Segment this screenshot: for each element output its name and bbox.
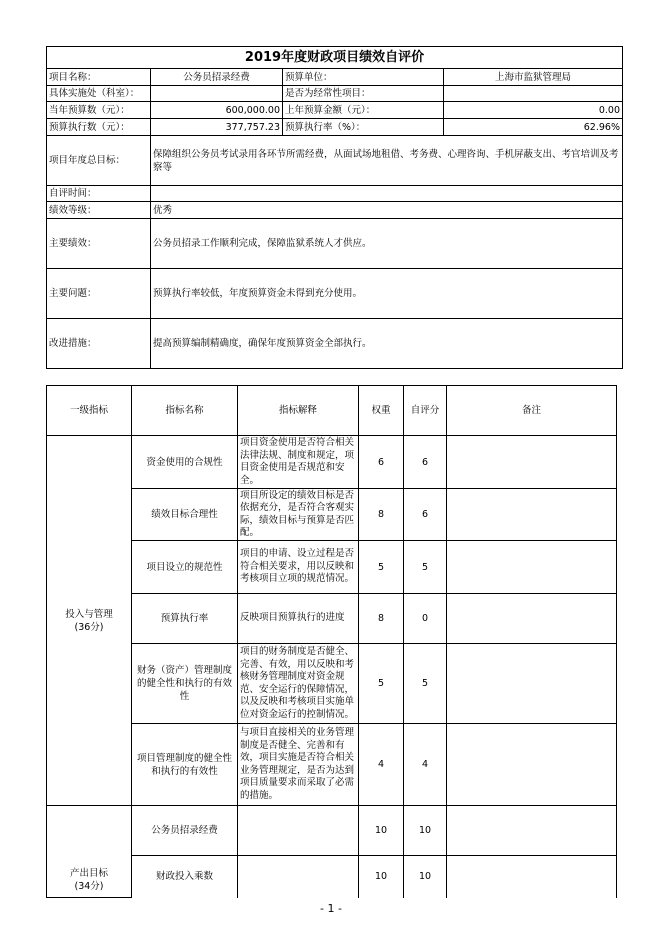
indicator-explanation: 项目的申请、设立过程是否符合相关要求，用以反映和考核项目立项的规范情况。 [238, 541, 359, 594]
executed: 377,757.23 [151, 119, 283, 136]
indicator-table [46, 385, 617, 898]
note [447, 856, 617, 898]
label: 绩效等级： [47, 202, 151, 219]
main-performance: 公务员招录工作顺利完成，保障监狱系统人才供应。 [151, 219, 623, 269]
header: 自评分 [404, 386, 447, 436]
indicator-explanation: 项目资金使用是否符合相关法律法规、制度和规定，项目资金使用是否规范和安全。 [238, 436, 359, 489]
label: 预算执行率（%）： [283, 119, 444, 136]
label: 项目年度总目标： [47, 136, 151, 186]
weight: 5 [359, 644, 404, 724]
dept [151, 86, 283, 102]
weight: 10 [359, 856, 404, 898]
self-score: 6 [404, 489, 447, 541]
annual-goal: 保障组织公务员考试录用各环节所需经费，从面试场地租借、考务费、心理咨询、手机屏蔽支出、考官培训及考察等 [151, 136, 623, 186]
note [447, 806, 617, 856]
header: 权重 [359, 386, 404, 436]
header: 指标名称 [132, 386, 238, 436]
note [447, 436, 617, 489]
level1-indicator: 投入与管理 (36分) [47, 436, 132, 806]
indicator-explanation: 反映项目预算执行的进度 [238, 594, 359, 644]
self-score: 6 [404, 436, 447, 489]
page-number: - 1 - [320, 902, 342, 915]
self-score: 10 [404, 856, 447, 898]
indicator-name: 绩效目标合理性 [132, 489, 238, 541]
last-budget: 0.00 [444, 102, 623, 119]
label: 当年预算数（元）： [47, 102, 151, 119]
indicator-name: 预算执行率 [132, 594, 238, 644]
note [447, 644, 617, 724]
table-row [47, 436, 617, 489]
label: 预算执行数（元）： [47, 119, 151, 136]
table-row [47, 541, 617, 594]
weight: 8 [359, 489, 404, 541]
indicator-explanation [238, 856, 359, 898]
note [447, 594, 617, 644]
budget: 600,000.00 [151, 102, 283, 119]
indicator-name: 公务员招录经费 [132, 806, 238, 856]
note [447, 724, 617, 806]
self-score: 5 [404, 541, 447, 594]
weight: 8 [359, 594, 404, 644]
indicator-name: 项目设立的规范性 [132, 541, 238, 594]
budget-unit: 上海市监狱管理局 [444, 69, 623, 86]
indicator-explanation: 与项目直接相关的业务管理制度是否健全、完善和有效，项目实施是否符合相关业务管理规定，是否为达到项目质量要求而采取了必需的措施。 [238, 724, 359, 806]
header: 一级指标 [47, 386, 132, 436]
label: 改进措施： [47, 319, 151, 369]
table-row [47, 856, 617, 898]
note [447, 541, 617, 594]
weight: 6 [359, 436, 404, 489]
weight: 4 [359, 724, 404, 806]
exec-rate: 62.96% [444, 119, 623, 136]
label: 项目名称： [47, 69, 151, 86]
table-row [47, 594, 617, 644]
indicator-explanation [238, 806, 359, 856]
regular [444, 86, 623, 102]
weight: 5 [359, 541, 404, 594]
label: 主要问题： [47, 269, 151, 319]
indicator-explanation: 项目的财务制度是否健全、完善、有效，用以反映和考核财务管理制度对资金规范、安全运行的保障情况，以及反映和考核项目实施单位对资金运行的控制情况。 [238, 644, 359, 724]
weight: 10 [359, 806, 404, 856]
indicator-name: 资金使用的合规性 [132, 436, 238, 489]
main-problem: 预算执行率较低，年度预算资金未得到充分使用。 [151, 269, 623, 319]
project-name: 公务员招录经费 [151, 69, 283, 86]
table-row [47, 724, 617, 806]
indicator-name: 财政投入乘数 [132, 856, 238, 898]
page-title: 2019年度财政项目绩效自评价 [47, 47, 623, 69]
label: 自评时间： [47, 186, 151, 202]
label: 具体实施处（科室）： [47, 86, 151, 102]
indicator-explanation: 项目所设定的绩效目标是否依据充分，是否符合客观实际，绩效目标与预算是否匹配。 [238, 489, 359, 541]
level1-indicator: 产出目标 (34分) [47, 806, 132, 898]
improvement: 提高预算编制精确度，确保年度预算资金全部执行。 [151, 319, 623, 369]
self-score: 5 [404, 644, 447, 724]
header: 指标解释 [238, 386, 359, 436]
summary-table [46, 46, 623, 369]
indicator-name: 财务（资产）管理制度的健全性和执行的有效性 [132, 644, 238, 724]
self-score: 10 [404, 806, 447, 856]
label: 上年预算金额（元）： [283, 102, 444, 119]
label: 预算单位： [283, 69, 444, 86]
label: 主要绩效： [47, 219, 151, 269]
grade: 优秀 [151, 202, 623, 219]
table-row [47, 644, 617, 724]
table-row [47, 489, 617, 541]
self-score: 4 [404, 724, 447, 806]
eval-time [151, 186, 623, 202]
indicator-name: 项目管理制度的健全性和执行的有效性 [132, 724, 238, 806]
table-row [47, 806, 617, 856]
label: 是否为经常性项目： [283, 86, 444, 102]
header: 备注 [447, 386, 617, 436]
self-score: 0 [404, 594, 447, 644]
note [447, 489, 617, 541]
